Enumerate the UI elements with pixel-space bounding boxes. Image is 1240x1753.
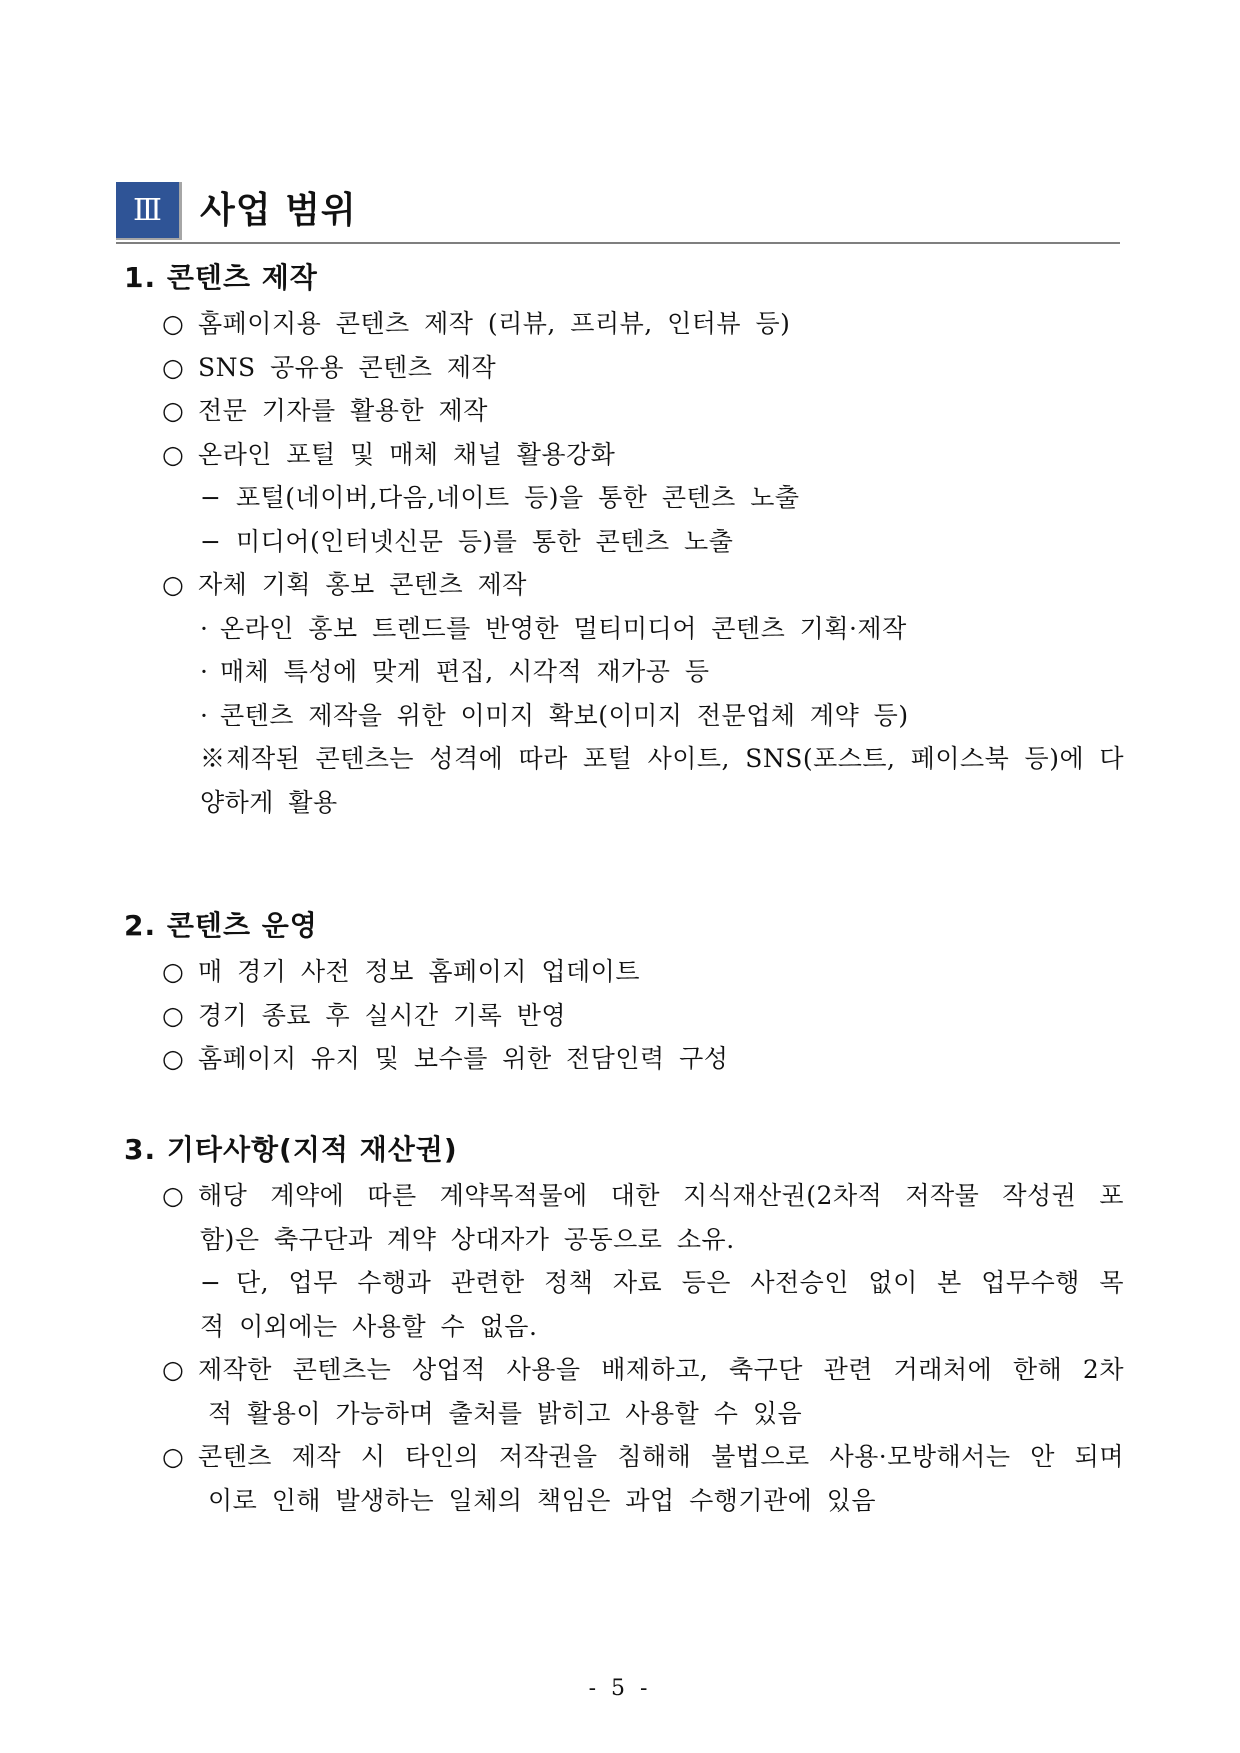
list-item bbox=[124, 1174, 1124, 1218]
list-item bbox=[124, 1435, 1124, 1479]
circle-bullet: ○ bbox=[162, 1000, 185, 1030]
list-item-continued: 적 활용이 가능하며 출처를 밝히고 사용할 수 있음 bbox=[208, 1398, 803, 1428]
list-item bbox=[124, 1348, 1124, 1392]
list-item bbox=[124, 302, 1124, 346]
list-item-text: 매 경기 사전 정보 홈페이지 업데이트 bbox=[198, 957, 640, 986]
section-title: 1. 콘텐츠 제작 bbox=[124, 261, 318, 294]
list-item-continued: 이로 인해 발생하는 일체의 책임은 과업 수행기관에 있음 bbox=[208, 1485, 877, 1515]
circle-bullet: ○ bbox=[162, 957, 185, 986]
list-item-text: 전문 기자를 활용한 제작 bbox=[198, 396, 488, 425]
list-item-text: 온라인 홍보 트렌드를 반영한 멀티미디어 콘텐츠 기획·제작 bbox=[220, 613, 907, 643]
dot-bullet: · bbox=[200, 657, 209, 686]
dot-bullet: · bbox=[200, 700, 209, 730]
section-intellectual-property bbox=[124, 1130, 1124, 1522]
circle-bullet: ○ bbox=[162, 309, 185, 338]
list-item bbox=[124, 950, 1124, 994]
list-item-text: 미디어(인터넷신문 등)를 통한 콘텐츠 노출 bbox=[236, 526, 734, 556]
circle-bullet: ○ bbox=[162, 570, 185, 599]
list-item-text: 홈페이지 유지 및 보수를 위한 전담인력 구성 bbox=[198, 1044, 729, 1073]
sub-list-item bbox=[124, 607, 1124, 651]
circle-bullet: ○ bbox=[162, 352, 185, 382]
circle-bullet: ○ bbox=[162, 1442, 185, 1471]
dash-bullet: − bbox=[200, 1268, 222, 1297]
sub-list-item bbox=[124, 520, 1124, 564]
chapter-title: 사업 범위 bbox=[200, 190, 357, 231]
dot-bullet: · bbox=[200, 613, 209, 643]
sub-list-item bbox=[124, 650, 1124, 694]
section-title: 2. 콘텐츠 운영 bbox=[124, 909, 318, 942]
list-item-text: 경기 종료 후 실시간 기록 반영 bbox=[198, 1000, 567, 1030]
note-text-continued: 양하게 활용 bbox=[200, 787, 338, 817]
list-item bbox=[124, 563, 1124, 607]
sub-list-item bbox=[124, 476, 1124, 520]
page-number: - 5 - bbox=[588, 1676, 652, 1701]
list-item-text: 온라인 포털 및 매체 채널 활용강화 bbox=[198, 439, 616, 469]
circle-bullet: ○ bbox=[162, 439, 185, 469]
list-item bbox=[124, 346, 1124, 390]
list-item-text: 단, 업무 수행과 관련한 정책 자료 등은 사전승인 없이 본 업무수행 목 bbox=[236, 1268, 1124, 1297]
circle-bullet: ○ bbox=[162, 1044, 185, 1073]
list-item-continued: 함)은 축구단과 계약 상대자가 공동으로 소유. bbox=[200, 1224, 735, 1254]
list-item-text: 콘텐츠 제작을 위한 이미지 확보(이미지 전문업체 계약 등) bbox=[220, 700, 909, 730]
sub-list-item-continued: 적 이외에는 사용할 수 없음. bbox=[200, 1311, 538, 1341]
list-item bbox=[124, 433, 1124, 477]
list-item-text: 콘텐츠 제작 시 타인의 저작권을 침해해 불법으로 사용·모방해서는 안 되며 bbox=[198, 1442, 1124, 1471]
section-title: 3. 기타사항(지적 재산권) bbox=[124, 1133, 458, 1166]
list-item-text: 포털(네이버,다음,네이트 등)을 통한 콘텐츠 노출 bbox=[236, 483, 800, 512]
list-item-text: SNS 공유용 콘텐츠 제작 bbox=[198, 352, 497, 382]
note-text: ※제작된 콘텐츠는 성격에 따라 포털 사이트, SNS(포스트, 페이스북 등)에 다 bbox=[200, 744, 1124, 773]
list-item-text: 자체 기획 홍보 콘텐츠 제작 bbox=[198, 570, 527, 599]
dash-bullet: − bbox=[200, 483, 222, 512]
section-content-operation bbox=[124, 906, 1124, 1081]
list-item-text: 매체 특성에 맞게 편집, 시각적 재가공 등 bbox=[220, 657, 710, 686]
list-item-text: 해당 계약에 따른 계약목적물에 대한 지식재산권(2차적 저작물 작성권 포 bbox=[198, 1181, 1124, 1210]
list-item bbox=[124, 389, 1124, 433]
list-item bbox=[124, 994, 1124, 1038]
dash-bullet: − bbox=[200, 526, 222, 556]
list-item-text: 홈페이지용 콘텐츠 제작 (리뷰, 프리뷰, 인터뷰 등) bbox=[198, 309, 791, 338]
sub-list-item bbox=[124, 694, 1124, 738]
list-item bbox=[124, 1037, 1124, 1081]
sub-list-item bbox=[124, 1261, 1124, 1305]
circle-bullet: ○ bbox=[162, 396, 185, 425]
chapter-number-badge: Ⅲ bbox=[116, 182, 182, 240]
circle-bullet: ○ bbox=[162, 1181, 185, 1210]
list-item-text: 제작한 콘텐츠는 상업적 사용을 배제하고, 축구단 관련 거래처에 한해 2차 bbox=[198, 1355, 1124, 1384]
chapter-heading bbox=[116, 182, 1120, 244]
section-content-production bbox=[124, 258, 1124, 824]
circle-bullet: ○ bbox=[162, 1355, 185, 1384]
